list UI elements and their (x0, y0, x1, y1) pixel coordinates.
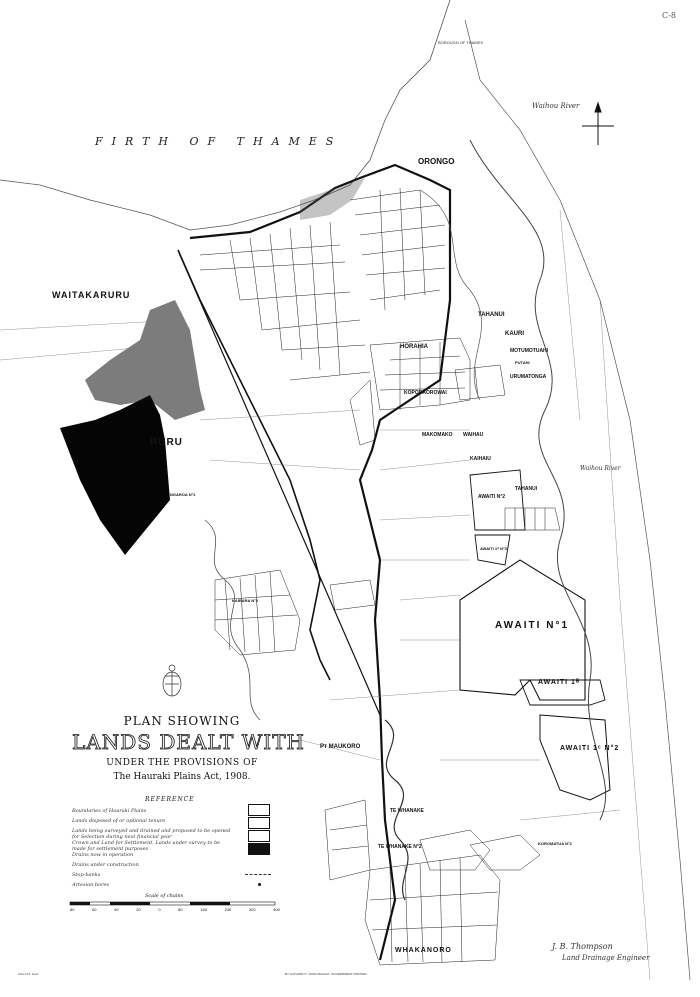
reference-row-7: Stop-banks (72, 872, 101, 878)
scale-tick: 20 (136, 907, 141, 912)
river-label: Waihou River (532, 102, 580, 110)
reference-row-2: Lands disposed of or optional tenure (72, 818, 166, 824)
reference-line-drains (245, 874, 271, 875)
district-te-whanake: TE WHANAKE (390, 808, 424, 814)
district-awaiti-1b: AWAITI 1ᴮ (538, 679, 581, 686)
district-kairara: KAIRARA N°2 (232, 598, 259, 603)
district-orongo: ORONGO (418, 157, 455, 166)
scale-tick: 160 (200, 907, 207, 912)
district-kauri: KAURI (505, 331, 524, 337)
subdivision-west (215, 570, 375, 655)
title-line-3: UNDER THE PROVISIONS OF (106, 758, 258, 768)
district-urumatonga: URUMATONGA (510, 374, 547, 380)
awaiti-strip (505, 508, 560, 530)
reference-row-3: Lands being surveyed and drained and proposed to be opened for Selection during next financial year (72, 828, 231, 840)
district-ngaroa: NGAROA N°2 (170, 492, 196, 497)
compass-rose (582, 103, 614, 145)
borough-label: BOROUGH OF THAMES (438, 40, 484, 45)
scale-label: Scale of chains (145, 893, 184, 899)
signature-name: J. B. Thompson (552, 942, 613, 951)
river-label-2: Waihou River (580, 465, 621, 472)
awaiti-2-boundary (470, 470, 525, 530)
scale-tick: 320 (248, 907, 256, 912)
scale-tick: 40 (114, 907, 119, 912)
imprint: BY AUTHORITY: JOHN MACKAY, GOVERNMENT PRINTER. (285, 972, 368, 976)
reference-bore-dot (258, 883, 261, 886)
west-stream (205, 520, 260, 720)
sheet-code: C-8 (662, 11, 676, 20)
reference-row-4: Crown and Land for Settlement, Lands under survey to be made for settlement purposes (72, 840, 221, 852)
reference-swatch-1 (248, 804, 270, 816)
awaiti-1c-boundary (540, 715, 610, 800)
subdivision-north (200, 188, 445, 380)
district-awaiti-1c: AWAITI 1ᶜ N°2 (560, 745, 620, 752)
scale-ticks (70, 907, 280, 912)
district-kaihaiu: KAIHAIU (470, 456, 491, 462)
district-tahanui: TAHANUI (478, 312, 505, 318)
title-line-2: LANDS DEALT WITH (72, 730, 305, 754)
district-awaiti-2: AWAITI N°2 (478, 494, 506, 500)
reference-row-1: Boundaries of Hauraki Plains (72, 808, 147, 814)
district-koromatua: KOROMATUA N°2 (538, 841, 572, 846)
district-motumotuahi: MOTUMOTUAHI (510, 348, 549, 354)
scale-tick: 60 (92, 907, 97, 912)
coat-of-arms-emblem (163, 665, 181, 696)
reference-swatch-3 (248, 830, 270, 842)
plains-line-diagonal (180, 255, 380, 715)
east-coast (465, 20, 690, 980)
district-makomako: MAKOMAKO (422, 432, 453, 438)
scale-tick: 80 (70, 907, 75, 912)
district-ruru: RURU (150, 437, 183, 448)
scale-tick: 240 (224, 907, 232, 912)
district-waitakaruru: WAITAKARURU (52, 290, 131, 300)
subdivision-south (325, 800, 540, 965)
signature-title: Land Drainage Engineer (562, 954, 650, 962)
district-horahia: HORAHIA (400, 344, 428, 350)
reference-swatch-4 (248, 843, 270, 855)
title-line-4: The Hauraki Plains Act, 1908. (113, 772, 251, 782)
district-awaiti-1: AWAITI N°1 (495, 620, 570, 631)
district-awaiti-1a: AWAITI 1ᴬ N°3 (480, 546, 507, 551)
reference-swatch-2 (248, 817, 270, 829)
scale-tick: 80 (178, 907, 183, 912)
scale-tick: 0 (158, 907, 161, 912)
waitakaruru-black-block (60, 395, 170, 555)
reference-row-6: Drains under construction (72, 862, 139, 868)
reference-row-8: Artesian bores (72, 882, 110, 888)
scale-tick: 400 (273, 907, 280, 912)
plains-boundary-west (178, 250, 330, 680)
district-koporaorowai: KOPORAOROWAI (404, 390, 447, 396)
scale-bar (70, 902, 275, 905)
reference-heading: REFERENCE (145, 796, 195, 803)
district-maukoro: Pᴛ MAUKORO (320, 744, 361, 750)
district-tahanui-2: TAHANUI (515, 486, 538, 492)
district-waihau: WAIHAU (463, 432, 484, 438)
corner-note: Litho N.Z. Govt (18, 972, 39, 976)
sea-label: FIRTH OF THAMES (95, 135, 343, 148)
title-line-1: PLAN SHOWING (123, 714, 241, 728)
district-te-whanake-2: TE WHANAKE N°2 (378, 844, 422, 850)
district-putahi: PUTAHI (515, 360, 530, 365)
district-whakanoro: WHAKANORO (395, 947, 452, 954)
reference-row-5: Drains now in operation (72, 852, 134, 858)
